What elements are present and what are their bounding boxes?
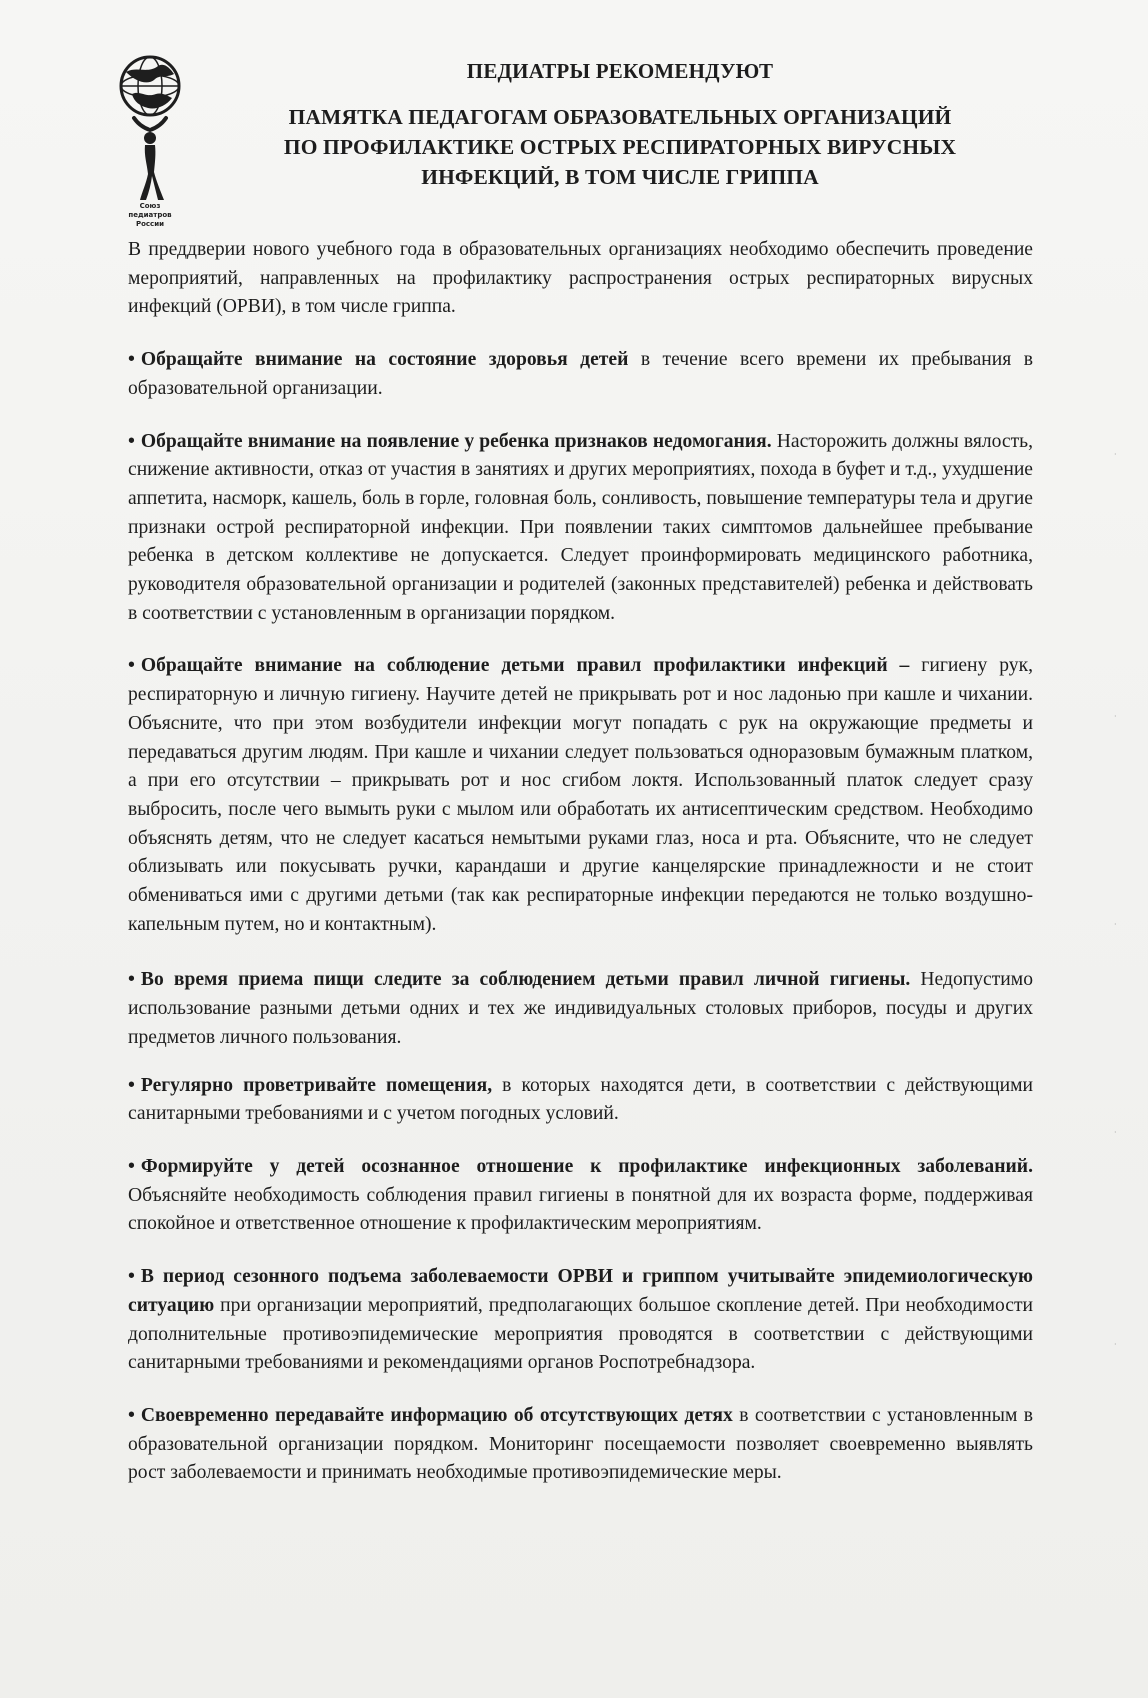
item-text: гигиену рук, респираторную и личную гигиену. Научите детей не прикрывать рот и нос ладонью при кашле и чихании. Объясните, что при этом возбудители инфекции могут попадать с рук на окружающие предметы и передаваться другим людям. При кашле и чихании следует пользоваться одноразовым бумажным платком, а при его отсутствии – прикрывать рот и нос сгибом локтя. Использованный платок следует сразу выбросить, после чего вымыть руки с мылом или обработать их антисептическим средством. Необходимо объяснять детям, что не следует касаться немытыми руками глаз, носа и рта. Объясните, что не следует облизывать или покусывать ручки, карандаши и другие канцелярские принадлежности и не стоит обмениваться ими с другими детьми (так как респираторные инфекции передаются не только воздушно-капельным путем, но и контактным). [128, 655, 1034, 935]
item-text: в течение всего времени их пребывания в образовательной организации. [128, 349, 1033, 399]
recommendation-item [128, 346, 1033, 403]
item-heading: В период сезонного подъема заболеваемости ОРВИ и гриппом учитывайте эпидемиологическую ситуацию [128, 1266, 1033, 1316]
item-heading: Своевременно передавайте информацию об отсутствующих детях [140, 1404, 733, 1426]
title-line: ПАМЯТКА ПЕДАГОГАМ ОБРАЗОВАТЕЛЬНЫХ ОРГАНИЗАЦИЙ [288, 105, 952, 129]
title-line: ИНФЕКЦИЙ, В ТОМ ЧИСЛЕ ГРИППА [421, 165, 819, 189]
item-text: Недопустимо использование разными детьми одних и тех же индивидуальных столовых приборов, посуды и других предметов личного пользования. [128, 969, 1033, 1048]
document-body [128, 236, 1033, 1488]
logo-caption [112, 202, 188, 229]
item-heading: Регулярно проветривайте помещения, [140, 1074, 493, 1096]
item-heading: Обращайте внимание на появление у ребенка признаков недомогания. [140, 430, 772, 452]
bullet-icon: • [128, 969, 135, 991]
recommendation-item [128, 652, 1033, 939]
recommendation-item [128, 428, 1033, 629]
item-text: в которых находятся дети, в соответствии с действующими санитарными требованиями и с учетом погодных условий. [128, 1074, 1033, 1125]
logo-caption-line: Союз [139, 202, 161, 210]
logo-caption-line: педиатров [128, 211, 172, 219]
recommendation-item [128, 966, 1033, 1052]
scan-artifact: · [1114, 712, 1117, 721]
bullet-icon: • [128, 1266, 135, 1288]
bullet-icon: • [128, 1155, 135, 1177]
globe-figure-emblem-icon [112, 52, 188, 202]
recommendation-item [128, 1072, 1033, 1129]
document-title [200, 102, 1040, 192]
item-heading: Формируйте у детей осознанное отношение к профилактике инфекционных заболеваний. [140, 1155, 1033, 1177]
item-text: в соответствии с установленным в образовательной организации порядком. Мониторинг посещаемости позволяет своевременно выявлять рост заболеваемости и принимать необходимые противоэпидемические меры. [128, 1404, 1034, 1484]
recommendation-item [128, 1263, 1033, 1378]
bullet-icon: • [128, 1404, 135, 1426]
recommendation-item [128, 1402, 1033, 1488]
bullet-icon: • [128, 430, 135, 452]
title-line: ПО ПРОФИЛАКТИКЕ ОСТРЫХ РЕСПИРАТОРНЫХ ВИРУСНЫХ [283, 135, 957, 159]
item-heading: Обращайте внимание на соблюдение детьми правил профилактики инфекций – [140, 655, 910, 677]
scan-artifact: · [1114, 920, 1117, 929]
intro-paragraph: В преддверии нового учебного года в образовательных организациях необходимо обеспечить проведение мероприятий, направленных на профилактику распространения острых респираторных вирусных инфекций (ОРВИ), в том числе гриппа. [128, 239, 1033, 318]
item-text: Насторожить должны вялость, снижение активности, отказ от участия в занятиях и других мероприятиях, похода в буфет и т.д., ухудшение аппетита, насморк, кашель, боль в горле, головная боль, сонливость, повышение температуры тела и другие признаки острой респираторной инфекции. При появлении таких симптомов дальнейшее пребывание ребенка в детском коллективе не допускается. Следует проинформировать медицинского работника, руководителя образовательной организации и родителей (законных представителей) ребенка и действовать в соответствии с установленным в организации порядком. [128, 430, 1033, 624]
scan-artifact: · [1114, 450, 1117, 459]
item-text: Объясняйте необходимость соблюдения правил гигиены в понятной для их возраста форме, поддерживая спокойное и ответственное отношение к профилактическим мероприятиям. [128, 1184, 1033, 1235]
item-heading: Обращайте внимание на состояние здоровья детей [140, 349, 629, 371]
item-heading: Во время приема пищи следите за соблюдением детьми правил личной гигиены. [140, 969, 911, 991]
item-text: при организации мероприятий, предполагающих большое скопление детей. При необходимости дополнительные противоэпидемические мероприятия проводятся в соответствии с действующими санитарными требованиями и рекомендациями органов Роспотребнадзора. [128, 1294, 1033, 1374]
document-header [200, 58, 1040, 192]
header-kicker: ПЕДИАТРЫ РЕКОМЕНДУЮТ [466, 59, 774, 83]
bullet-icon: • [128, 655, 135, 677]
bullet-icon: • [128, 1074, 135, 1096]
scan-artifact: · [1114, 1128, 1117, 1137]
union-of-pediatricians-logo [112, 52, 188, 240]
recommendation-item [128, 1153, 1033, 1239]
scan-artifact: · [1114, 1340, 1117, 1349]
bullet-icon: • [128, 349, 135, 371]
logo-caption-line: России [135, 220, 165, 228]
